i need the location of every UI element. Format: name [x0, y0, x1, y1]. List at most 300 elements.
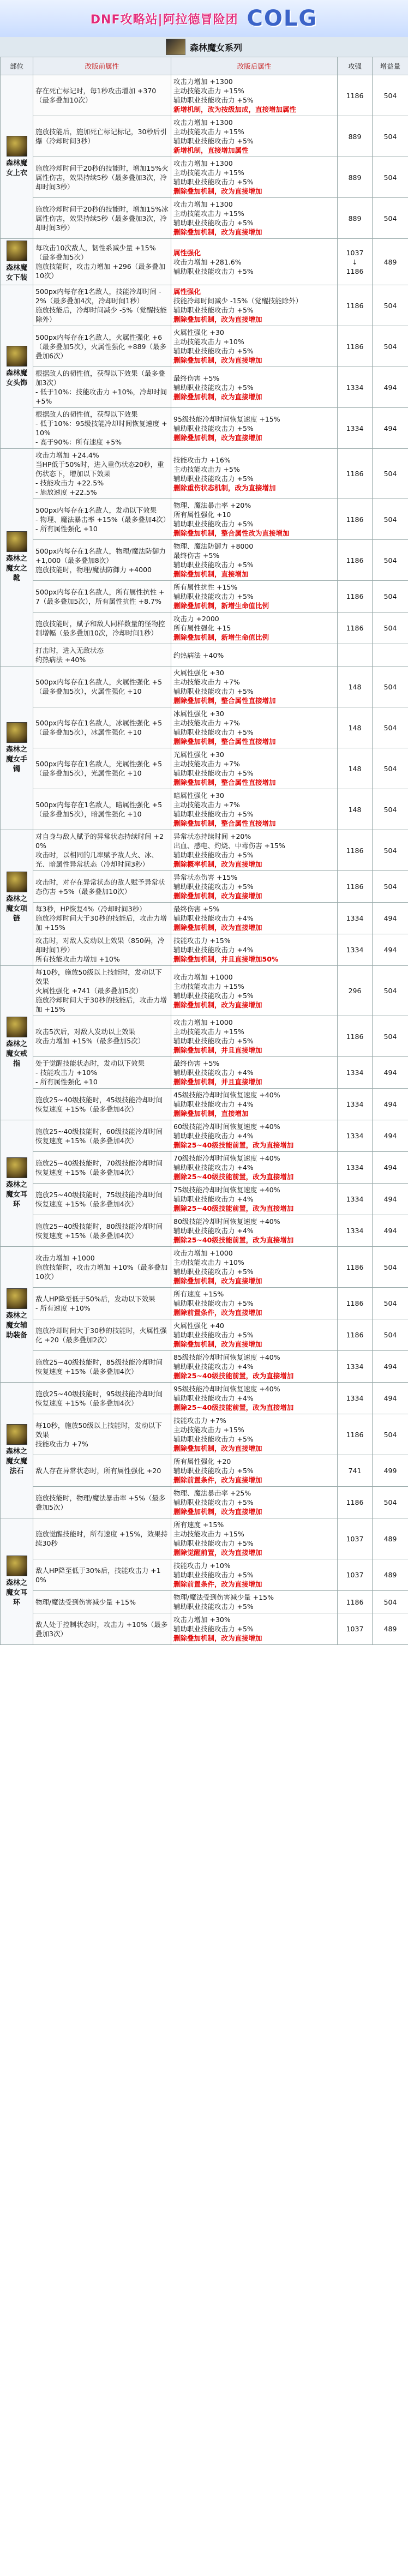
after-cell — [171, 116, 338, 157]
buff-value — [373, 644, 408, 666]
attack-value: 1037 ↓ 1186 — [338, 239, 373, 285]
attack-value: 1186 — [338, 613, 373, 644]
buff-value: 504 — [373, 75, 408, 116]
table-row — [1, 1057, 408, 1089]
table-body — [1, 75, 408, 1645]
after-line: 辅助职业技能攻击力 +5% — [173, 137, 254, 145]
after-line: 辅助职业技能攻击力 +4% — [173, 946, 254, 954]
after-line: 主动技能攻击力 +10% — [173, 338, 244, 346]
after-cell — [171, 1414, 338, 1455]
part-cell — [1, 449, 33, 666]
table-row — [1, 1487, 408, 1518]
before-cell — [33, 644, 171, 666]
after-line: 所有属性抗性 +15% — [173, 583, 238, 591]
after-line: 主动技能攻击力 +7% — [173, 678, 240, 686]
after-cell — [171, 934, 338, 966]
before-line: 打击时，进入无敌状态 — [35, 646, 104, 654]
after-cell — [171, 613, 338, 644]
before-line: 根据敌人的韧性值，获得以下效果 — [35, 410, 138, 418]
before-line: 施放冷却时间于20秒的技能时，增加15%火属性伤害，效果持续5秒（最多叠加3次，冷却时间3秒） — [35, 164, 169, 191]
table-row — [1, 1591, 408, 1613]
part-name: 森林魔女头饰 — [5, 369, 27, 387]
after-line: 主动技能攻击力 +15% — [173, 1530, 244, 1538]
change-note: 删除叠加机制，改为直接增加 — [173, 923, 262, 932]
change-note: 删除叠加机制，新增生命值比例 — [173, 633, 269, 641]
after-cell — [171, 239, 338, 285]
after-line: 辅助职业技能攻击力 +5% — [173, 96, 254, 104]
before-line: 施放冷却时间大于30秒的技能后，攻击力增加 +15% — [35, 914, 167, 932]
buff-value: 494 — [373, 1383, 408, 1414]
buff-value: 489 — [373, 1613, 408, 1645]
before-cell — [33, 903, 171, 934]
table-row — [1, 1184, 408, 1215]
after-cell — [171, 499, 338, 540]
part-name: 森林之魔女手镯 — [5, 745, 27, 773]
attack-value: 1334 — [338, 1351, 373, 1383]
part-name: 森林之魔女耳环 — [5, 1578, 27, 1607]
before-line: 攻击力增加 +24.4% — [35, 451, 99, 459]
buff-value: 504 — [373, 285, 408, 326]
change-note: 删除叠加机制，整合属性直接增加 — [173, 819, 276, 827]
before-line: 根据敌人的韧性值，获得以下效果（最多叠加3次） — [35, 369, 165, 387]
table-row — [1, 75, 408, 116]
part-cell — [1, 75, 33, 239]
after-line: 辅助职业技能攻击力 +5% — [173, 1602, 254, 1611]
table-row — [1, 1016, 408, 1057]
buff-value: 494 — [373, 934, 408, 966]
after-line: 主动技能攻击力 +15% — [173, 87, 244, 95]
before-line: - 所有速度 +10% — [35, 1304, 91, 1312]
before-line: 施放25~40级技能时，60级技能冷却时间恢复速度 +15%（最多叠加4次） — [35, 1127, 163, 1145]
after-line: 70级技能冷却时间恢复速度 +40% — [173, 1154, 280, 1162]
before-cell — [33, 408, 171, 449]
attack-value: 1186 — [338, 75, 373, 116]
after-line: 辅助职业技能攻击力 +5% — [173, 1625, 254, 1633]
buff-value: 489 — [373, 1559, 408, 1591]
after-line: 辅助职业技能攻击力 +5% — [173, 769, 254, 777]
series-header — [0, 37, 408, 57]
before-cell — [33, 239, 171, 285]
table-row — [1, 1089, 408, 1120]
attack-value: 1186 — [338, 540, 373, 581]
change-note: 删除25~40级技能前置，改为直接增加 — [173, 1141, 294, 1149]
equipment-icon — [7, 531, 27, 552]
equipment-icon — [7, 1017, 27, 1037]
before-cell — [33, 285, 171, 326]
change-note: 删除叠加机制，整合属性直接增加 — [173, 737, 276, 746]
before-line: 施放技能时，攻击力增加 +296（最多叠加10次） — [35, 262, 166, 280]
after-line: 主动技能攻击力 +7% — [173, 760, 240, 768]
before-line: 敌人HP降至低于50%后，发动以下效果 — [35, 1294, 155, 1303]
part-name: 森林之魔女之靴 — [5, 555, 27, 583]
buff-value: 494 — [373, 1152, 408, 1184]
after-cell — [171, 198, 338, 239]
before-cell — [33, 1089, 171, 1120]
before-cell — [33, 581, 171, 613]
column-header-before: 改版前属性 — [33, 57, 171, 75]
after-line: 主动技能攻击力 +5% — [173, 465, 240, 473]
buff-value: 504 — [373, 1016, 408, 1057]
after-cell — [171, 830, 338, 871]
table-row — [1, 1351, 408, 1383]
attack-value: 1334 — [338, 1089, 373, 1120]
attack-value: 1037 — [338, 1559, 373, 1591]
after-line: 最终伤害 +5% — [173, 374, 220, 382]
attack-value: 1186 — [338, 1288, 373, 1319]
after-line: 辅助职业技能攻击力 +5% — [173, 1498, 254, 1506]
buff-value: 504 — [373, 966, 408, 1016]
banner-tagline: DNF攻略站|阿拉德冒险团 — [90, 13, 238, 27]
table-row — [1, 789, 408, 830]
before-cell — [33, 75, 171, 116]
table-row — [1, 748, 408, 789]
table-row — [1, 408, 408, 449]
attack-value: 296 — [338, 966, 373, 1016]
before-cell — [33, 1247, 171, 1288]
after-cell — [171, 285, 338, 326]
after-cell — [171, 707, 338, 748]
before-line: 当HP低于50%时，进入重伤状态20秒，重伤状态下，增加以下效果 — [35, 460, 164, 478]
after-cell — [171, 157, 338, 198]
after-line: 辅助职业技能攻击力 +5% — [173, 178, 254, 186]
after-cell — [171, 1247, 338, 1288]
after-cell — [171, 367, 338, 408]
before-line: 施放25~40级技能时，85级技能冷却时间恢复速度 +15%（最多叠加4次） — [35, 1358, 163, 1376]
buff-value: 504 — [373, 1319, 408, 1351]
before-cell — [33, 1487, 171, 1518]
after-line: 所有速度 +15% — [173, 1290, 224, 1298]
before-line: 施放技能后，冷却时间减少 -5%（觉醒技能除外） — [35, 306, 167, 323]
before-cell — [33, 934, 171, 966]
change-note: 删除叠加机制，改为直接增加 — [173, 356, 262, 364]
after-line: 80级技能冷却时间恢复速度 +40% — [173, 1217, 280, 1226]
after-line: 所有属性强化 +20 — [173, 1457, 231, 1466]
before-cell — [33, 116, 171, 157]
before-cell — [33, 157, 171, 198]
column-header-after: 改版后属性 — [171, 57, 338, 75]
buff-value: 504 — [373, 1591, 408, 1613]
change-note: 删除叠加机制，整合属性直接增加 — [173, 696, 276, 705]
attack-value: 889 — [338, 157, 373, 198]
change-note: 删除25~40级技能前置，改为直接增加 — [173, 1403, 294, 1412]
attack-value: 1334 — [338, 408, 373, 449]
buff-value: 504 — [373, 707, 408, 748]
column-header-attack: 攻强 — [338, 57, 373, 75]
equipment-icon — [7, 1157, 27, 1178]
equipment-icon — [7, 346, 27, 367]
before-line: 每3秒，HP恢复4%（冷却时间3秒） — [35, 905, 146, 913]
before-cell — [33, 1591, 171, 1613]
equipment-icon — [7, 722, 27, 743]
before-cell — [33, 1016, 171, 1057]
before-line: 施放技能时，物理/魔法防御力 +4000 — [35, 565, 152, 574]
before-line: 500px内每存在1名敌人，暗属性强化 +5（最多叠加5次），暗属性强化 +10 — [35, 801, 163, 818]
after-line: 辅助职业技能攻击力 +5% — [173, 424, 254, 433]
buff-value: 494 — [373, 1057, 408, 1089]
before-cell — [33, 666, 171, 707]
change-note: 删除概率机制，改为直接增加 — [173, 860, 262, 868]
before-cell — [33, 1455, 171, 1487]
after-cell — [171, 1016, 338, 1057]
table-row — [1, 966, 408, 1016]
after-line: 冰属性强化 +30 — [173, 710, 224, 718]
attack-value: 1334 — [338, 903, 373, 934]
before-cell — [33, 1559, 171, 1591]
change-note: 删除叠加机制，直接增加 — [173, 570, 249, 578]
after-line: 辅助职业技能攻击力 +4% — [173, 1195, 254, 1203]
before-line: 施放冷却时间大于30秒的技能后，攻击力增加 +15% — [35, 996, 167, 1013]
buff-value: 494 — [373, 408, 408, 449]
after-line: 攻击力增加 +1300 — [173, 159, 233, 167]
after-line: 光属性强化 +30 — [173, 750, 224, 759]
change-note: 删除叠加机制，改为直接增加 — [173, 315, 262, 323]
buff-value: 504 — [373, 157, 408, 198]
after-line: 攻击力 +2000 — [173, 615, 219, 623]
before-line: 敌人处于控制状态时，攻击力 +10%（最多叠加3次） — [35, 1620, 168, 1638]
after-line: 辅助职业技能攻击力 +4% — [173, 1394, 254, 1402]
before-line: 施放25~40级技能时，45级技能冷却时间恢复速度 +15%（最多叠加4次） — [35, 1095, 163, 1113]
before-line: 对自身与敌人赋予的异常状态持续时间 +20% — [35, 832, 164, 850]
attack-value: 1334 — [338, 1152, 373, 1184]
attack-value: 1186 — [338, 285, 373, 326]
after-line: 物理、魔法暴击率 +20% — [173, 501, 251, 509]
after-line: 辅助职业技能攻击力 +4% — [173, 1163, 254, 1172]
after-cell — [171, 789, 338, 830]
after-cell — [171, 903, 338, 934]
before-cell — [33, 449, 171, 499]
after-cell — [171, 1319, 338, 1351]
after-line: 辅助职业技能攻击力 +5% — [173, 1571, 254, 1579]
before-cell — [33, 1414, 171, 1455]
before-line: 约热病法 +40% — [35, 656, 86, 664]
before-line: 处于觉醒技能状态时，发动以下效果 — [35, 1059, 145, 1067]
after-line: 辅助职业技能攻击力 +5% — [173, 851, 254, 859]
after-line: 出血、感电、灼烧、中毒伤害 +15% — [173, 842, 285, 850]
after-line: 主动技能攻击力 +15% — [173, 1028, 244, 1036]
buff-value: 504 — [373, 1487, 408, 1518]
table-row — [1, 1319, 408, 1351]
part-cell — [1, 1383, 33, 1518]
equipment-icon — [7, 872, 27, 892]
buff-value: 504 — [373, 666, 408, 707]
before-cell — [33, 966, 171, 1016]
table-row — [1, 1120, 408, 1152]
after-line: 技能攻击力 +10% — [173, 1562, 231, 1570]
after-line: 技能攻击力 +16% — [173, 455, 231, 464]
table-row — [1, 871, 408, 903]
after-line: 辅助职业技能攻击力 +5% — [173, 267, 254, 275]
part-cell — [1, 1120, 33, 1247]
buff-value: 504 — [373, 540, 408, 581]
before-line: 施放技能时，攻击力增加 +10%（最多叠加10次） — [35, 1263, 168, 1281]
buff-value: 504 — [373, 198, 408, 239]
before-line: 500px内每存在1名敌人，技能冷却时间 -2%（最多叠加4次，冷却时间1秒） — [35, 287, 161, 305]
before-cell — [33, 499, 171, 540]
after-cell — [171, 1184, 338, 1215]
change-note: 删除叠加机制，改为直接增加 — [173, 1508, 262, 1516]
after-line: 主动技能攻击力 +15% — [173, 209, 244, 218]
after-cell — [171, 644, 338, 666]
after-line: 物理/魔法受到伤害减少量 +15% — [173, 1593, 274, 1601]
table-row — [1, 540, 408, 581]
before-line: 施放觉醒技能时，所有速度 +15%，效果持续30秒 — [35, 1530, 168, 1547]
after-line: 所有属性强化 +10 — [173, 511, 231, 519]
table-row — [1, 1613, 408, 1645]
attack-value: 1334 — [338, 1383, 373, 1414]
before-cell — [33, 1152, 171, 1184]
table-row — [1, 1152, 408, 1184]
after-line: 辅助职业技能攻击力 +5% — [173, 347, 254, 355]
after-line: 辅助职业技能攻击力 +5% — [173, 520, 254, 528]
after-line: 最终伤害 +5% — [173, 1059, 220, 1067]
before-line: 500px内每存在1名敌人，物理/魔法防御力 +1,000（最多叠加8次） — [35, 547, 166, 565]
before-line: 敌人存在异常状态时，所有属性强化 +20 — [35, 1467, 161, 1475]
after-cell — [171, 449, 338, 499]
attack-value: 1186 — [338, 1414, 373, 1455]
after-line: 85级技能冷却时间恢复速度 +40% — [173, 1353, 280, 1361]
part-cell — [1, 966, 33, 1120]
buff-value: 504 — [373, 748, 408, 789]
change-note: 删除叠加机制，改为直接增加 — [173, 1340, 262, 1348]
after-line: 辅助职业技能攻击力 +5% — [173, 1331, 254, 1339]
table-row — [1, 326, 408, 367]
attack-value: 1037 — [338, 1613, 373, 1645]
after-line: 攻击力增加 +1000 — [173, 972, 233, 981]
after-line: 辅助职业技能攻击力 +5% — [173, 1467, 254, 1475]
change-note: 删除叠加机制，整合属性直接增加 — [173, 778, 276, 786]
before-line: 每10秒，施放50级以上技能时，发动以下效果 — [35, 968, 162, 986]
attack-value: 1186 — [338, 326, 373, 367]
change-note: 删除叠加机制，改为直接增加 — [173, 433, 262, 442]
table-row — [1, 1383, 408, 1414]
after-cell — [171, 871, 338, 903]
table-row — [1, 449, 408, 499]
before-line: 施放技能后，施加死亡标记标记，30秒后引爆（冷却时间3秒） — [35, 128, 167, 145]
before-line: 攻击时，以相同的几率赋予敌人火、冰、光、暗属性异常状态（冷却时间3秒） — [35, 851, 159, 868]
table-row — [1, 581, 408, 613]
before-line: 500px内每存在1名敌人，冰属性强化 +5（最多叠加5次），冰属性强化 +10 — [35, 719, 163, 736]
buff-value: 494 — [373, 1215, 408, 1247]
after-cell — [171, 966, 338, 1016]
part-name: 森林之魔女辅助装备 — [5, 1312, 27, 1340]
after-line: 60级技能冷却时间恢复速度 +40% — [173, 1122, 280, 1131]
after-line: 辅助职业技能攻击力 +4% — [173, 1068, 254, 1077]
before-cell — [33, 1215, 171, 1247]
table-row — [1, 116, 408, 157]
after-cell — [171, 1351, 338, 1383]
change-note: 删除觉醒前置，改为直接增加 — [173, 1548, 262, 1557]
after-cell — [171, 1455, 338, 1487]
before-line: 施放技能时，赋予和敌人同样数量的怪物控制增幅（最多叠加10次，冷却时间1秒） — [35, 619, 165, 637]
after-line: 辅助职业技能攻击力 +4% — [173, 1132, 254, 1140]
before-line: 500px内每存在1名敌人，光属性强化 +5（最多叠加5次），光属性强化 +10 — [35, 760, 163, 777]
part-cell — [1, 285, 33, 449]
after-line: 辅助职业技能攻击力 +5% — [173, 1037, 254, 1045]
before-line: 施放25~40级技能时，80级技能冷却时间恢复速度 +15%（最多叠加4次） — [35, 1222, 163, 1240]
before-line: - 高于90%：所有速度 +5% — [35, 438, 122, 446]
attack-value: 889 — [338, 116, 373, 157]
before-cell — [33, 367, 171, 408]
site-banner — [0, 0, 408, 38]
after-line: 辅助职业技能攻击力 +5% — [173, 1435, 254, 1443]
change-note: 删除前置条件，改为直接增加 — [173, 1476, 262, 1484]
after-line: 异常状态伤害 +15% — [173, 873, 238, 881]
attack-value: 1334 — [338, 367, 373, 408]
before-cell — [33, 1613, 171, 1645]
attack-value: 1186 — [338, 1319, 373, 1351]
before-line: - 所有属性强化 +10 — [35, 1078, 98, 1086]
table-row — [1, 707, 408, 748]
after-line: 主动技能攻击力 +15% — [173, 1426, 244, 1434]
attack-value: 741 — [338, 1455, 373, 1487]
after-line: 火属性强化 +40 — [173, 1322, 224, 1330]
attack-value: 1186 — [338, 871, 373, 903]
after-line: 火属性强化 +30 — [173, 669, 224, 677]
before-line: 500px内每存在1名敌人，火属性强化 +6（最多叠加5次），火属性强化 +889（最多叠加6次） — [35, 333, 167, 360]
part-name: 森林魔女下装 — [5, 264, 27, 282]
before-cell — [33, 613, 171, 644]
after-line: 95级技能冷却时间恢复速度 +40% — [173, 1385, 280, 1393]
attack-value: 1334 — [338, 1184, 373, 1215]
buff-value: 504 — [373, 581, 408, 613]
equipment-icon — [7, 1424, 27, 1445]
after-line: 辅助职业技能攻击力 +5% — [173, 474, 254, 483]
before-cell — [33, 1518, 171, 1559]
change-note: 删除25~40级技能前置，改为直接增加 — [173, 1236, 294, 1244]
before-cell — [33, 1288, 171, 1319]
buff-value: 494 — [373, 1089, 408, 1120]
site-logo[interactable]: COLG — [247, 6, 318, 31]
after-cell — [171, 1487, 338, 1518]
after-line: 所有属性强化 +15 — [173, 624, 231, 632]
before-line: 每攻击10次敌人，韧性系减少量 +15%（最多叠加5次） — [35, 244, 156, 261]
after-cell — [171, 326, 338, 367]
after-line: 攻击力增加 +1000 — [173, 1249, 233, 1257]
table-row — [1, 613, 408, 644]
before-cell — [33, 871, 171, 903]
series-title: 森林魔女系列 — [189, 42, 242, 53]
table-row — [1, 367, 408, 408]
before-line: 500px内每存在1名敌人，所有属性抗性 +7（最多叠加5次），所有属性抗性 +8.7% — [35, 587, 165, 605]
after-line: 技能冷却时间减少 -15%（觉醒技能除外） — [173, 297, 303, 305]
before-line: 攻击5次后，对敌人发动以上效果 — [35, 1028, 135, 1036]
after-line: 45级技能冷却时间恢复速度 +40% — [173, 1091, 280, 1099]
after-cell — [171, 408, 338, 449]
change-note: 删除叠加机制，改为直接增加 — [173, 228, 262, 236]
attack-value: 889 — [338, 198, 373, 239]
buff-value: 504 — [373, 116, 408, 157]
after-line: 辅助职业技能攻击力 +5% — [173, 728, 254, 736]
buff-value: 504 — [373, 326, 408, 367]
change-note: 新增机制，改为按级加成，直接增加属性 — [173, 105, 297, 113]
attack-value: 1186 — [338, 449, 373, 499]
table-row — [1, 198, 408, 239]
after-line: 辅助职业技能攻击力 +4% — [173, 1227, 254, 1235]
after-line: 辅助职业技能攻击力 +5% — [173, 592, 254, 601]
after-line: 异常状态持续时间 +20% — [173, 832, 251, 840]
after-cell — [171, 1591, 338, 1613]
after-cell — [171, 1057, 338, 1089]
after-cell — [171, 540, 338, 581]
before-line: 施放25~40级技能时，75级技能冷却时间恢复速度 +15%（最多叠加4次） — [35, 1190, 163, 1208]
before-line: 施放冷却时间大于30秒的技能时，火属性强化 +20（最多叠加2次） — [35, 1326, 167, 1344]
after-line: 辅助职业技能攻击力 +4% — [173, 914, 254, 922]
table-row — [1, 934, 408, 966]
after-line: 技能攻击力 +7% — [173, 1416, 226, 1425]
after-line: 辅助职业技能攻击力 +5% — [173, 882, 254, 891]
after-cell — [171, 75, 338, 116]
before-cell — [33, 789, 171, 830]
